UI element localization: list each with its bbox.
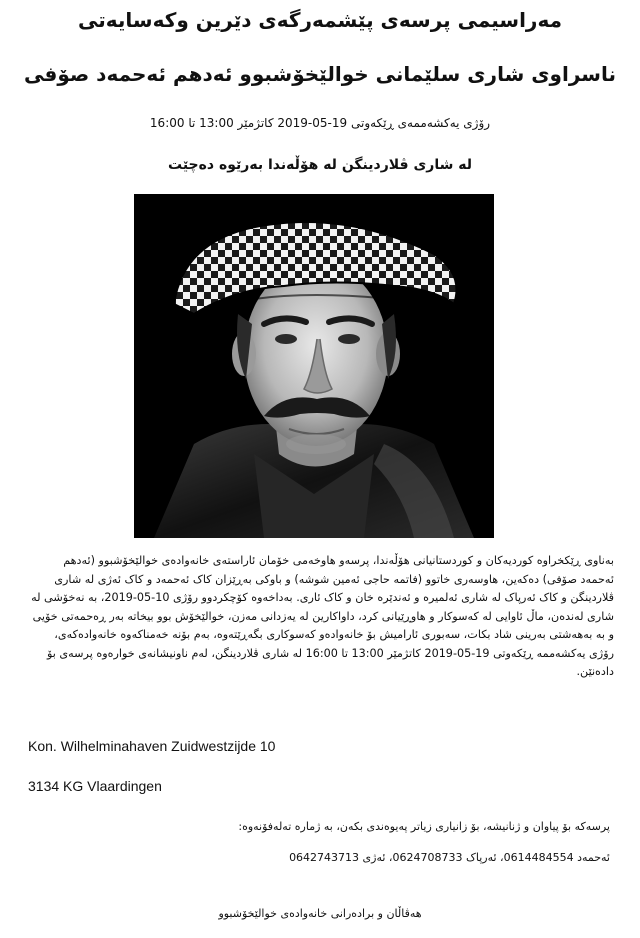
title-line-1: مەراسیمی پرسەی پێشمەرگەی دێرین وکەسایەتی: [78, 8, 562, 32]
portrait-illustration: [134, 194, 494, 538]
contact-phones: ئەحمەد 0614484554، ئەرپاک 0624708733، ئەژی 0642743713: [289, 851, 610, 864]
condolence-paragraph: بەناوی ڕێکخراوە کوردیەکان و کوردستانیانی هۆڵەندا، پرسەو هاوخەمی خۆمان ئاراستەی خانەوادەی خوالێخۆشبوو (ئەدهم ئەحمەد صۆفی) دەکەین، هاوسەری خاتوو (فاتمە حاجی ئەمین شوشە) و باوکی بەڕێزان کاک ئەحمەد و کاک ئەژی لە شاری ڤلاردینگن و کاک ئەرپاک لە شاری ئەلمیرە و ئەندێرە خان و کاک ئاری. بەداخەوە کۆچکردوو رۆژی 10-05-2019، بە نەخۆشی لە شاری لەندەن، ماڵ ئاوایی لە کەسوکار و هاوڕێیانی کرد، داواکارین لە یەزدانی مەزن، خوالێخۆش بوو بیخاتە بەر ڕەحمەتی خۆیی و بە بەهەشتی بەرینی شاد بکات، سەبوری ئارامیش بۆ خانەوادەو کەسوکاری بگەڕێتەوە، بەم بۆنە خەمناکەوە خانەوادەکەی، رۆژی یەکشەممە ڕێکەوتی 19-05-2019 کاتژمێر 13:00 تا 16:00 لە شاری ڤلاردینگن، لەم ناونیشانەی خوارەوە پرسەی بۆ دادەنێن.: [31, 554, 614, 678]
date-line: رۆژی یەکشەممەی ڕێکەوتی 19-05-2019 کاتژمێر 13:00 تا 16:00: [149, 116, 491, 130]
address-street: Kon. Wilhelminahaven Zuidwestzijde 10: [28, 738, 276, 754]
contact-info: پرسەکە بۆ پیاوان و ژنانیشە، بۆ زانیاری زیاتر پەیوەندی بکەن، بە ژمارە تەلەفۆنەوە:: [238, 820, 610, 833]
footer-signature: هەڤاڵان و برادەرانی خانەوادەی خوالێخۆشبوو: [218, 907, 422, 920]
title-line-2: ناسراوی شاری سلێمانی خوالێخۆشبوو ئەدهم ئەحمەد صۆفی: [24, 62, 616, 86]
address-city: 3134 KG Vlaardingen: [28, 778, 162, 794]
subtitle: لە شاری ڤلاردینگن لە هۆڵەندا بەرێوە دەچێت: [168, 157, 472, 173]
portrait-photo: [134, 194, 494, 538]
